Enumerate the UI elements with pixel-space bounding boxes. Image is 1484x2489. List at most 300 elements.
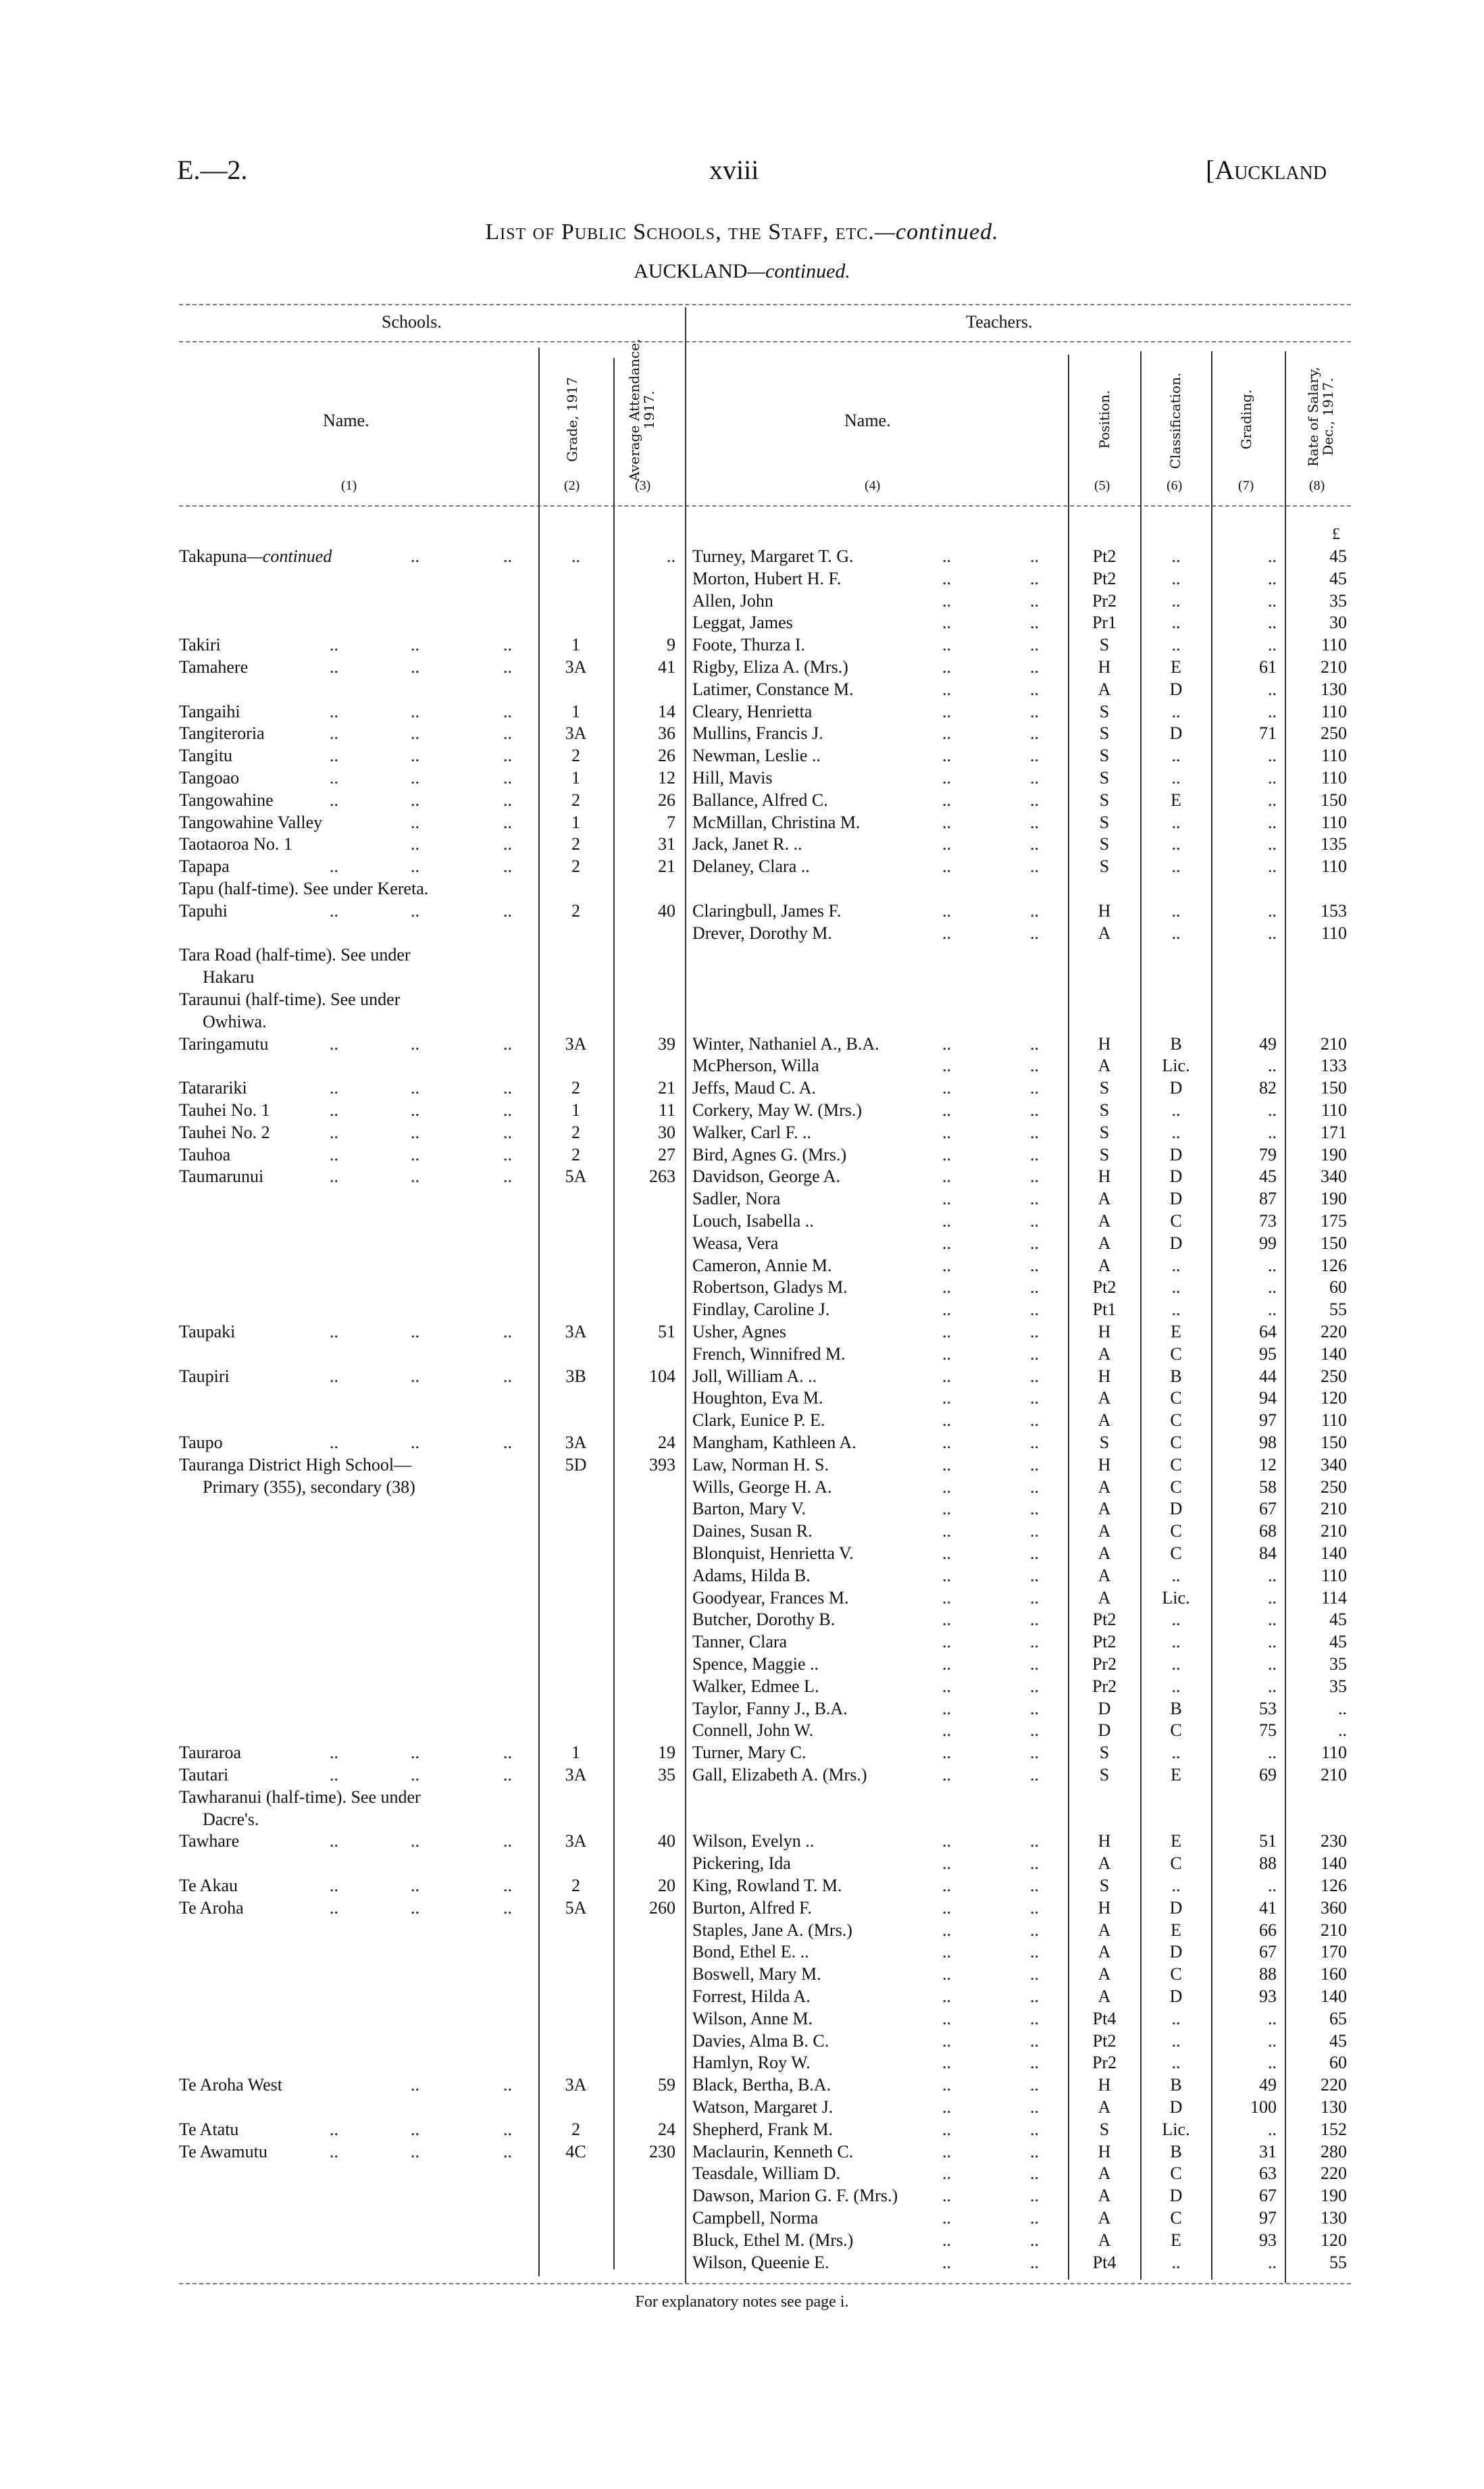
salary: 152 [1321,2119,1347,2139]
average-attendance: 230 [649,2141,675,2161]
title-main: List of Public Schools, the Staff, etc. [485,220,875,245]
dot-leader: .. [942,1632,951,1652]
table-row [0,1542,1484,1564]
classification: C [1170,1410,1182,1431]
teacher-name: Latimer, Constance M. [692,679,854,699]
position: Pt2 [1092,2030,1117,2051]
dot-leader: .. [942,1654,951,1674]
classification: .. [1171,1100,1181,1120]
position: H [1098,1366,1111,1386]
dot-leader: .. [330,790,338,810]
school-name [179,1830,239,1852]
grading: 95 [1259,1343,1277,1364]
dot-leader: .. [942,1056,951,1076]
position: S [1099,746,1110,766]
dot-leader: .. [942,812,951,832]
grading: .. [1268,856,1277,877]
salary: 190 [1321,2186,1347,2206]
dot-leader: .. [942,2141,951,2161]
table-row [0,1033,1484,1055]
dot-leader: .. [942,856,951,877]
classification: B [1170,2075,1182,2095]
classification: B [1170,2141,1182,2161]
position: Pt2 [1092,568,1117,588]
table-row [0,2162,1484,2184]
dot-leader: .. [942,1897,951,1918]
classification: C [1170,1720,1182,1741]
dot-leader: .. [1030,1986,1039,2006]
grade: 1 [571,812,580,832]
dot-leader: .. [411,746,419,766]
school-name-text: Tangowahine [179,790,274,810]
teacher-name: Sadler, Nora [692,1189,781,1209]
grading: 45 [1259,1166,1277,1187]
dot-leader: .. [1030,1897,1039,1918]
school-name [179,1077,247,1099]
grade: 2 [571,900,580,921]
grading: .. [1268,746,1277,766]
school-name [203,1808,259,1830]
dot-leader: .. [942,1942,951,1962]
teacher-name: Allen, John [692,590,773,611]
dot-leader: .. [1030,1853,1039,1874]
salary: 360 [1321,1897,1347,1918]
dot-leader: .. [330,1144,338,1164]
classification: D [1169,1897,1183,1918]
school-name [179,789,274,811]
salary: 280 [1321,2141,1347,2161]
dot-leader: .. [942,2163,951,2184]
classification: .. [1171,768,1181,788]
dot-leader: .. [942,1765,951,1785]
classification: .. [1171,856,1181,877]
salary: 135 [1321,834,1347,854]
school-name [179,545,332,567]
dot-leader: .. [411,1876,419,1895]
table-row [0,1365,1484,1387]
table-row [0,2207,1484,2229]
position: A [1098,923,1111,943]
dot-leader: .. [942,701,951,721]
classification: D [1169,1166,1183,1187]
average-attendance: 7 [667,812,675,832]
table-row [0,900,1484,922]
dot-leader: .. [942,1499,951,1519]
table-row [0,1697,1484,1720]
classification: .. [1171,590,1181,611]
classification: .. [1171,546,1181,566]
teacher-name: Weasa, Vera [692,1233,779,1253]
teacher-name: Daines, Susan R. [692,1521,813,1541]
salary: 126 [1321,1876,1347,1895]
school-name [179,855,230,877]
salary: 220 [1321,2163,1347,2184]
school-name [179,1033,268,1055]
grade: 3A [565,1322,587,1341]
classification: C [1170,1964,1182,1984]
grading: 84 [1259,1543,1277,1563]
classification: .. [1171,900,1181,921]
salary: 340 [1321,1454,1347,1474]
salary: 150 [1321,1433,1347,1452]
position: S [1099,1078,1110,1098]
school-name-text: Tapu (half-time). See under Kereta. [179,879,429,898]
grading: 79 [1259,1144,1277,1164]
position: Pt2 [1092,546,1117,566]
grading: .. [1268,568,1277,588]
grading: 44 [1259,1366,1277,1386]
classification: C [1170,1853,1182,1874]
salary: 110 [1321,856,1347,877]
table-row [0,944,1484,966]
dot-leader: .. [1030,1920,1039,1940]
grading: 49 [1259,2075,1277,2095]
dot-leader: .. [1030,2119,1039,2139]
dot-leader: .. [1030,2008,1039,2028]
dot-leader: .. [503,2075,512,2095]
salary: 60 [1329,2053,1347,2073]
dot-leader: .. [942,923,951,943]
average-attendance: 19 [658,1743,675,1763]
dot-leader: .. [503,1897,512,1918]
table-row [0,2184,1484,2207]
dot-leader: .. [503,1831,512,1851]
dot-leader: .. [1030,1056,1039,1076]
grade: 3A [565,723,587,744]
table-row [0,1320,1484,1343]
position: A [1098,1410,1111,1431]
table-row [0,1387,1484,1409]
position: S [1099,1122,1110,1142]
teacher-name-header: Name. [844,411,891,430]
dot-leader: .. [503,723,512,744]
school-name [179,2118,238,2140]
teacher-name: Corkery, May W. (Mrs.) [692,1100,863,1120]
grading: 51 [1259,1831,1277,1851]
position: Pt2 [1092,1632,1117,1652]
school-name-text: Takiri [179,635,221,655]
dot-leader: .. [942,1986,951,2006]
grade: 1 [571,701,580,721]
table-row [0,1476,1484,1498]
dot-leader: .. [1030,1166,1039,1187]
classification: .. [1171,2252,1181,2272]
teacher-name: Tanner, Clara [692,1632,788,1652]
dot-leader: .. [942,834,951,854]
school-name [179,1897,244,1919]
school-name [179,1365,230,1387]
average-attendance: 24 [658,1433,675,1452]
dot-leader: .. [503,546,512,566]
table-row [0,1587,1484,1609]
grade: 5A [565,1166,587,1187]
table-row [0,1985,1484,2007]
position: S [1099,856,1110,877]
table-row [0,767,1484,789]
salary: 110 [1321,1410,1347,1431]
salary: 250 [1321,723,1347,744]
position: A [1098,1233,1111,1253]
dot-leader: .. [942,568,951,588]
position: A [1098,1255,1111,1275]
salary: 190 [1321,1144,1347,1164]
table-row [0,1874,1484,1897]
salary: 110 [1321,1565,1347,1585]
salary: 55 [1329,1300,1347,1320]
grade: 3A [565,1831,587,1851]
dot-leader: .. [1030,1942,1039,1962]
salary: 150 [1321,1078,1347,1098]
dot-leader: .. [942,1410,951,1431]
classification: C [1170,1477,1182,1497]
teacher-name: Turner, Mary C. [692,1743,807,1763]
table-row [0,1232,1484,1254]
dot-leader: .. [1030,1543,1039,1563]
grading: 82 [1259,1078,1277,1098]
classification: .. [1171,1277,1181,1298]
teacher-name: Forrest, Hilda A. [692,1986,811,2006]
position: A [1098,1920,1111,1940]
dot-leader: .. [1030,1322,1039,1341]
classification: C [1170,1211,1182,1231]
grade: 2 [571,834,580,854]
position: S [1099,723,1110,744]
teacher-name: Leggat, James [692,613,793,633]
dot-leader: .. [330,1876,338,1895]
dot-leader: .. [411,1765,419,1785]
dot-leader: .. [1030,1255,1039,1275]
dot-leader: .. [1030,1632,1039,1652]
average-attendance: 40 [658,900,675,921]
school-name-text: Tangitu [179,746,233,766]
salary: 250 [1321,1477,1347,1497]
dot-leader: .. [330,1433,338,1452]
table-row [0,1631,1484,1653]
dot-leader: .. [1030,1654,1039,1674]
dot-leader: .. [411,723,419,744]
teacher-name: Hamlyn, Roy W. [692,2053,811,2073]
dot-leader: .. [330,723,338,744]
classification: Lic. [1162,2119,1190,2139]
average-attendance: 35 [658,1765,675,1785]
salary: 210 [1321,1033,1347,1054]
classification: .. [1171,1876,1181,1895]
dot-leader: .. [1030,2252,1039,2272]
grading: 97 [1259,1410,1277,1431]
teacher-name: Robertson, Gladys M. [692,1277,848,1298]
table-row [0,1675,1484,1697]
teacher-name: Bluck, Ethel M. (Mrs.) [692,2230,854,2250]
dot-leader: .. [1030,1521,1039,1541]
dot-leader: .. [1030,635,1039,655]
dot-leader: .. [1030,2030,1039,2051]
dot-leader: .. [942,1433,951,1452]
grade: 3A [565,1033,587,1054]
teacher-name: French, Winnifred M. [692,1343,846,1364]
position: A [1098,1499,1111,1519]
position: S [1099,812,1110,832]
classification: B [1170,1366,1182,1386]
teacher-name: Joll, William A. .. [692,1366,817,1386]
grading: .. [1268,1300,1277,1320]
classification: D [1169,2186,1183,2206]
salary: 35 [1329,590,1347,611]
teacher-name: Davidson, George A. [692,1166,841,1187]
school-name-text: Tauraroa [179,1743,242,1763]
teacher-name: Bird, Agnes G. (Mrs.) [692,1144,847,1164]
dot-leader: .. [942,1676,951,1696]
teacher-name: Taylor, Fanny J., B.A. [692,1698,848,1718]
classification: E [1171,1831,1181,1851]
dot-leader: .. [503,746,512,766]
dot-leader: .. [1030,1388,1039,1408]
dot-leader: .. [1030,1078,1039,1098]
school-name [179,722,265,744]
grade: 3A [565,1765,587,1785]
classification: .. [1171,1610,1181,1630]
dot-leader: .. [942,2252,951,2272]
dot-leader: .. [411,635,419,655]
dot-leader: .. [1030,834,1039,854]
teacher-name: Newman, Leslie .. [692,746,821,766]
table-row [0,1941,1484,1963]
grading: .. [1268,1876,1277,1895]
grade: 3A [565,657,587,677]
salary: 110 [1321,1743,1347,1763]
grading: 71 [1259,723,1277,744]
table-row [0,590,1484,612]
classification: .. [1171,1122,1181,1142]
dot-leader: .. [411,1322,419,1341]
salary: 110 [1321,768,1347,788]
grade: 3B [565,1366,586,1386]
dot-leader: .. [330,2119,338,2139]
position: Pr2 [1092,1676,1117,1696]
table-row [0,1564,1484,1587]
dot-leader: .. [411,1144,419,1164]
dot-leader: .. [330,1033,338,1054]
average-attendance: 393 [649,1454,675,1474]
teacher-name: Wilson, Evelyn .. [692,1831,815,1851]
school-name [179,1099,270,1121]
classification: .. [1171,746,1181,766]
salary: 110 [1321,635,1347,655]
table-row [0,1077,1484,1099]
school-name [179,2140,267,2163]
schools-group-header: Schools. [382,312,442,332]
position: S [1099,1765,1110,1785]
dot-leader: .. [942,1698,951,1718]
dot-leader: .. [1030,1433,1039,1452]
classification: C [1170,1543,1182,1563]
dot-leader: .. [330,856,338,877]
grading: 63 [1259,2163,1277,2184]
dot-leader: .. [1030,1610,1039,1630]
school-name-text: Tauhoa [179,1144,231,1164]
dot-leader: .. [330,1831,338,1851]
position: Pt2 [1092,1610,1117,1630]
teacher-name: Blonquist, Henrietta V. [692,1543,854,1563]
grading: 69 [1259,1765,1277,1785]
position: A [1098,1343,1111,1364]
salary: 175 [1321,1211,1347,1231]
classification: C [1170,1343,1182,1364]
school-name [179,1764,228,1786]
dot-leader: .. [1030,679,1039,699]
table-row [0,1653,1484,1675]
position: S [1099,2119,1110,2139]
grading: .. [1268,1277,1277,1298]
grade: 1 [571,768,580,788]
position: H [1098,1897,1111,1918]
dot-leader: .. [942,679,951,699]
column-header-rule [179,505,1351,507]
col-number: (3) [635,478,651,493]
position: Pt4 [1092,2008,1117,2028]
dot-leader: .. [503,1166,512,1187]
table-row [0,722,1484,744]
classification: E [1171,1765,1181,1785]
teacher-name: Staples, Jane A. (Mrs.) [692,1920,852,1940]
grading: .. [1268,1632,1277,1652]
dot-leader: .. [1030,790,1039,810]
page-number: xviii [709,155,759,185]
classification: Lic. [1162,1587,1190,1608]
dot-leader: .. [942,1033,951,1054]
col-number: (1) [341,478,357,493]
school-name-text: Tawhare [179,1831,240,1851]
dot-leader: .. [330,1743,338,1763]
average-attendance: 21 [658,856,675,877]
school-name-text: Te Atatu [179,2119,239,2139]
grading: .. [1268,590,1277,611]
classification: C [1170,1454,1182,1474]
salary: 30 [1329,613,1347,633]
dot-leader: .. [1030,1122,1039,1142]
position: A [1098,1056,1111,1076]
salary: 140 [1321,1853,1347,1874]
school-name [179,1144,230,1166]
school-name [179,1121,270,1144]
grading: .. [1268,1654,1277,1674]
position: Pt2 [1092,1277,1117,1298]
table-row [0,1054,1484,1077]
classification: B [1170,1698,1182,1718]
table-row [0,634,1484,656]
school-name [179,1165,263,1187]
footnote: For explanatory notes see page i. [635,2293,849,2311]
average-attendance: 11 [658,1100,675,1120]
dot-leader: .. [942,1100,951,1120]
grade: 2 [571,1078,580,1098]
dot-leader: .. [1030,546,1039,566]
dot-leader: .. [1030,1100,1039,1120]
school-name [179,1874,238,1897]
position-header: Position. [1096,390,1112,449]
dot-leader: .. [942,1300,951,1320]
dot-leader: .. [1030,1565,1039,1585]
grading: .. [1268,900,1277,921]
classification: .. [1171,2030,1181,2051]
salary: 171 [1321,1122,1347,1142]
dot-leader: .. [942,1743,951,1763]
dot-leader: .. [503,834,512,854]
salary: 220 [1321,2075,1347,2095]
salary: 210 [1321,1920,1347,1940]
teacher-name: Davies, Alma B. C. [692,2030,829,2051]
teacher-name: Wilson, Queenie E. [692,2252,829,2272]
table-row [0,545,1484,567]
